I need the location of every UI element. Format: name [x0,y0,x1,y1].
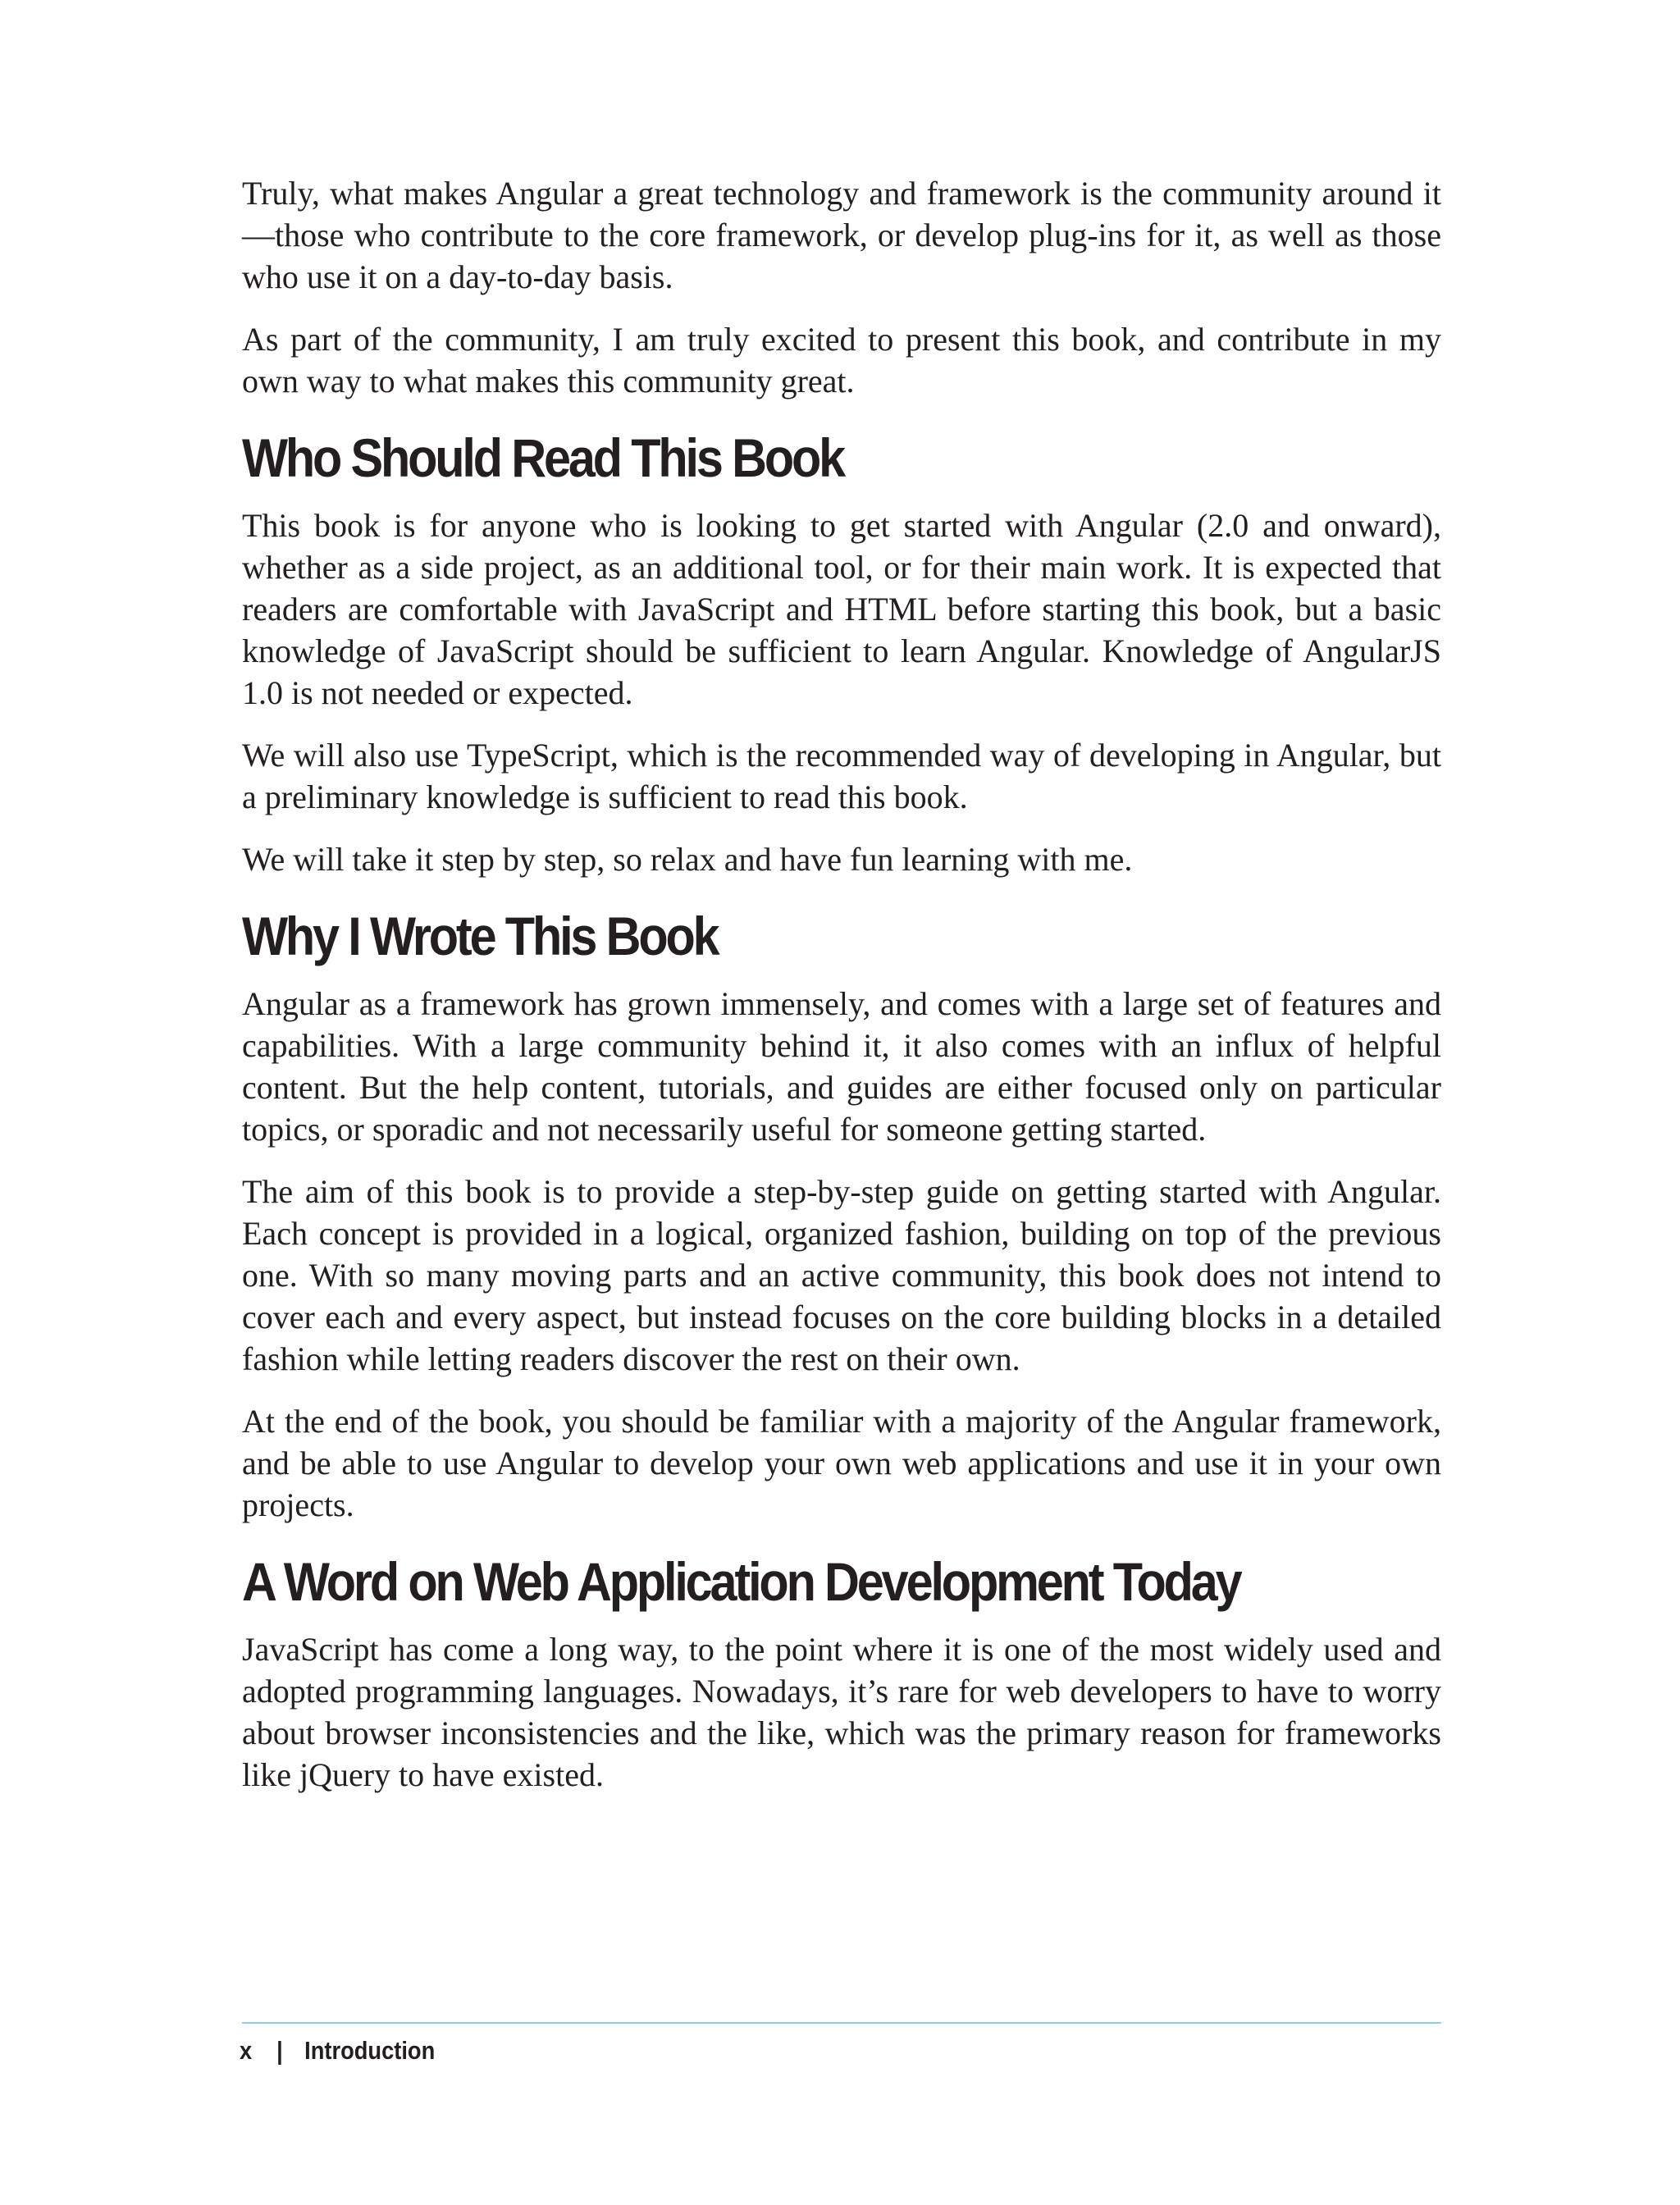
section-heading-who-should-read: Who Should Read This Book [242,427,844,488]
why-i-wrote-paragraph-1: Angular as a framework has grown immensely, and comes with a large set of features and capabilities. With a large community behind it, it also comes with an influx of helpful content. But the help content, tutorials, and guides are either focused only on particular topics, or sporadic and not necessarily useful for someone getting started. [242,985,1441,1148]
intro-paragraph-1: Truly, what makes Angular a great technology and framework is the community around it—those who contribute to the core framework, or develop plug-ins for it, as well as those who use it on a day-to-day basis. [242,175,1441,295]
who-should-read-paragraph-3: We will take it step by step, so relax and have fun learning with me. [242,841,1133,878]
page-footer [240,2034,435,2067]
section-heading-web-app-development: A Word on Web Application Development Today [242,1551,1240,1612]
running-section-title: Introduction [304,2036,436,2065]
web-app-development-paragraph-1: JavaScript has come a long way, to the point where it is one of the most widely used and adopted programming languages. Nowadays, it’s rare for web developers to have to worry about browser inconsistencies and the like, which was the primary reason for frameworks like jQuery to have existed. [242,1631,1441,1793]
page-content [242,172,1441,1816]
why-i-wrote-paragraph-2: The aim of this book is to provide a step-by-step guide on getting started with Angular. Each concept is provided in a logical, organized fashion, building on top of the previous one. With so many moving parts and an active community, this book does not intend to cover each and every aspect, but instead focuses on the core building blocks in a detailed fashion while letting readers discover the rest on their own. [242,1173,1441,1377]
why-i-wrote-paragraph-3: At the end of the book, you should be familiar with a majority of the Angular framework, and be able to use Angular to develop your own web applications and use it in your own projects. [242,1403,1441,1523]
page-number: x [240,2036,253,2065]
section-heading-why-i-wrote: Why I Wrote This Book [242,906,718,966]
footer-separator: | [276,2036,283,2065]
who-should-read-paragraph-2: We will also use TypeScript, which is the recommended way of developing in Angular, but a preliminary knowledge is sufficient to read this book. [242,737,1441,815]
footer-divider [242,2022,1441,2024]
who-should-read-paragraph-1: This book is for anyone who is looking to get started with Angular (2.0 and onward), whether as a side project, as an additional tool, or for their main work. It is expected that readers are comfortable with JavaScript and HTML before starting this book, but a basic knowledge of JavaScript should be sufficient to learn Angular. Knowledge of AngularJS 1.0 is not needed or expected. [242,507,1441,711]
intro-paragraph-2: As part of the community, I am truly excited to present this book, and contribute in my own way to what makes this community great. [242,321,1441,399]
